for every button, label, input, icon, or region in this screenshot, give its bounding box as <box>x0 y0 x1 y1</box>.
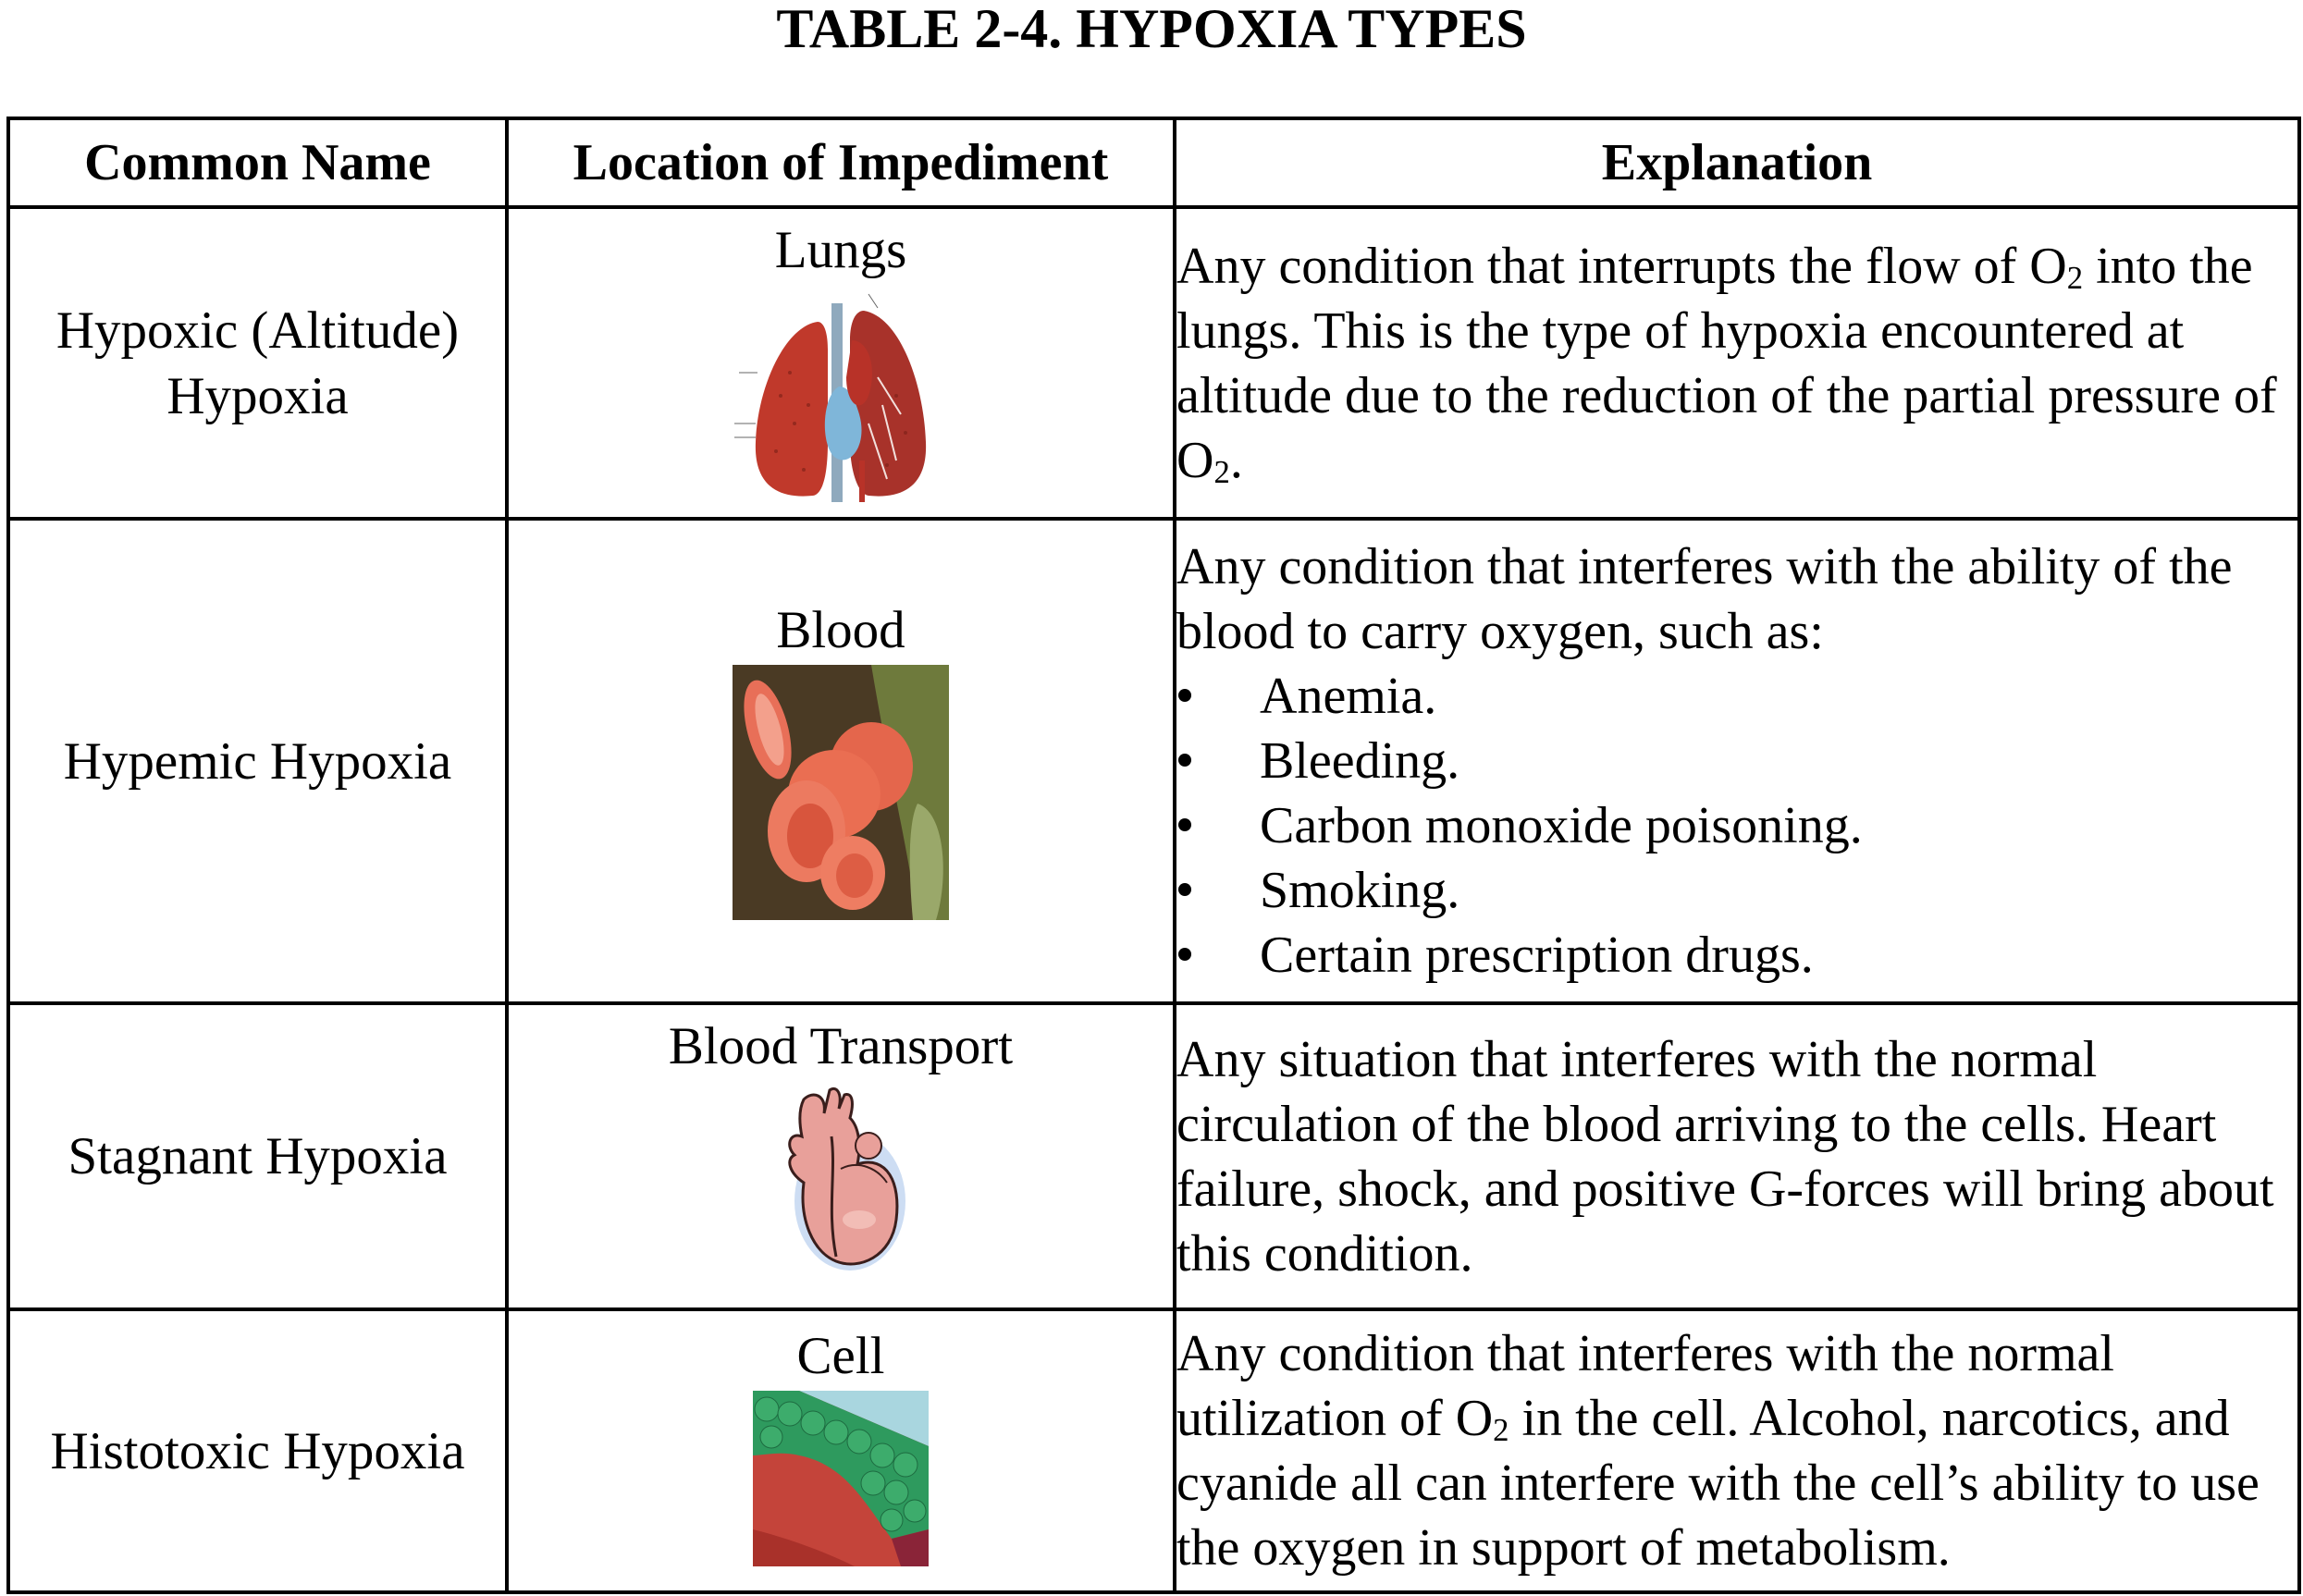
bullet-item <box>1176 664 2297 729</box>
lungs-icon <box>734 294 926 502</box>
table-row <box>8 1003 2299 1309</box>
location-label: Blood Transport <box>668 1017 1014 1075</box>
heart-icon <box>790 1088 905 1271</box>
table-row <box>8 207 2299 519</box>
blood-cells-icon <box>733 665 949 920</box>
bullet-text: Bleeding. <box>1260 732 1460 790</box>
explanation-text: . <box>1229 431 1243 489</box>
bullet-icon <box>1178 689 1191 702</box>
explanation-cell <box>1175 207 2299 519</box>
bullet-text: Anemia. <box>1260 668 1437 725</box>
table-title: TABLE 2-4. HYPOXIA TYPES <box>776 0 1527 59</box>
bullet-icon <box>1178 818 1191 831</box>
location-cell <box>507 207 1175 519</box>
header-location: Location of Impediment <box>507 118 1175 207</box>
common-name-cell <box>8 207 507 519</box>
heart-illustration <box>748 1081 933 1275</box>
bullet-list <box>1176 664 2297 988</box>
common-name-cell <box>8 1003 507 1309</box>
bullet-text: Certain prescription drugs. <box>1260 927 1814 984</box>
location-label: Lungs <box>774 221 907 279</box>
header-row <box>8 118 2299 207</box>
cell-tissue-photo <box>753 1391 929 1566</box>
common-name: Histotoxic Hypoxia <box>50 1421 465 1480</box>
explanation-text: Any condition that interrupts the flow of O <box>1176 237 2067 295</box>
bullet-text: Smoking. <box>1260 862 1460 919</box>
location-cell <box>507 1003 1175 1309</box>
explanation-cell <box>1175 1003 2299 1309</box>
common-name-cell <box>8 1309 507 1592</box>
explanation-text: Any condition that interferes with the normal utilization of O <box>1176 1325 2114 1447</box>
red-blood-cells-photo <box>733 665 949 920</box>
location-cell <box>507 519 1175 1003</box>
explanation-text: into the lungs. This is the type of hypoxia encountered at altitude due to the reduction of the partial pressure of O <box>1176 237 2277 489</box>
location-label: Cell <box>796 1327 885 1385</box>
common-name-cell <box>8 519 507 1003</box>
explanation-cell <box>1175 1309 2299 1592</box>
bullet-icon <box>1178 948 1191 961</box>
bullet-item <box>1176 858 2297 923</box>
bullet-icon <box>1178 883 1191 896</box>
lungs-illustration <box>730 285 952 507</box>
bullet-icon <box>1178 754 1191 767</box>
location-cell <box>507 1309 1175 1592</box>
subscript: 2 <box>2066 259 2084 296</box>
table-row <box>8 519 2299 1003</box>
cell-tissue-icon <box>753 1391 929 1566</box>
bullet-item <box>1176 923 2297 988</box>
subscript: 2 <box>1213 453 1230 490</box>
location-label: Blood <box>776 601 905 659</box>
explanation-text: Any situation that interferes with the normal circulation of the blood arriving to the cells. Heart failure, shock, and positive G-forces will bring about this condition. <box>1176 1030 2274 1283</box>
explanation-text: in the cell. Alcohol, narcotics, and cyanide all can interfere with the cell’s ability to use the oxygen in support of metabolism. <box>1176 1390 2260 1577</box>
common-name: Hypoxic (Altitude) <box>55 301 460 360</box>
header-explanation: Explanation <box>1175 118 2299 207</box>
common-name: Hypemic Hypoxia <box>63 731 452 791</box>
bullet-item <box>1176 729 2297 793</box>
subscript: 2 <box>1493 1412 1509 1449</box>
common-name: Stagnant Hypoxia <box>68 1127 448 1185</box>
explanation-cell <box>1175 519 2299 1003</box>
bullet-text: Carbon monoxide poisoning. <box>1260 797 1863 854</box>
table-row <box>8 1309 2299 1592</box>
hypoxia-types-table <box>6 117 2301 1594</box>
header-common-name: Common Name <box>8 118 507 207</box>
bullet-item <box>1176 793 2297 858</box>
explanation-text: Any condition that interferes with the ability of the blood to carry oxygen, such as: <box>1176 538 2233 660</box>
common-name: Hypoxia <box>166 366 349 425</box>
